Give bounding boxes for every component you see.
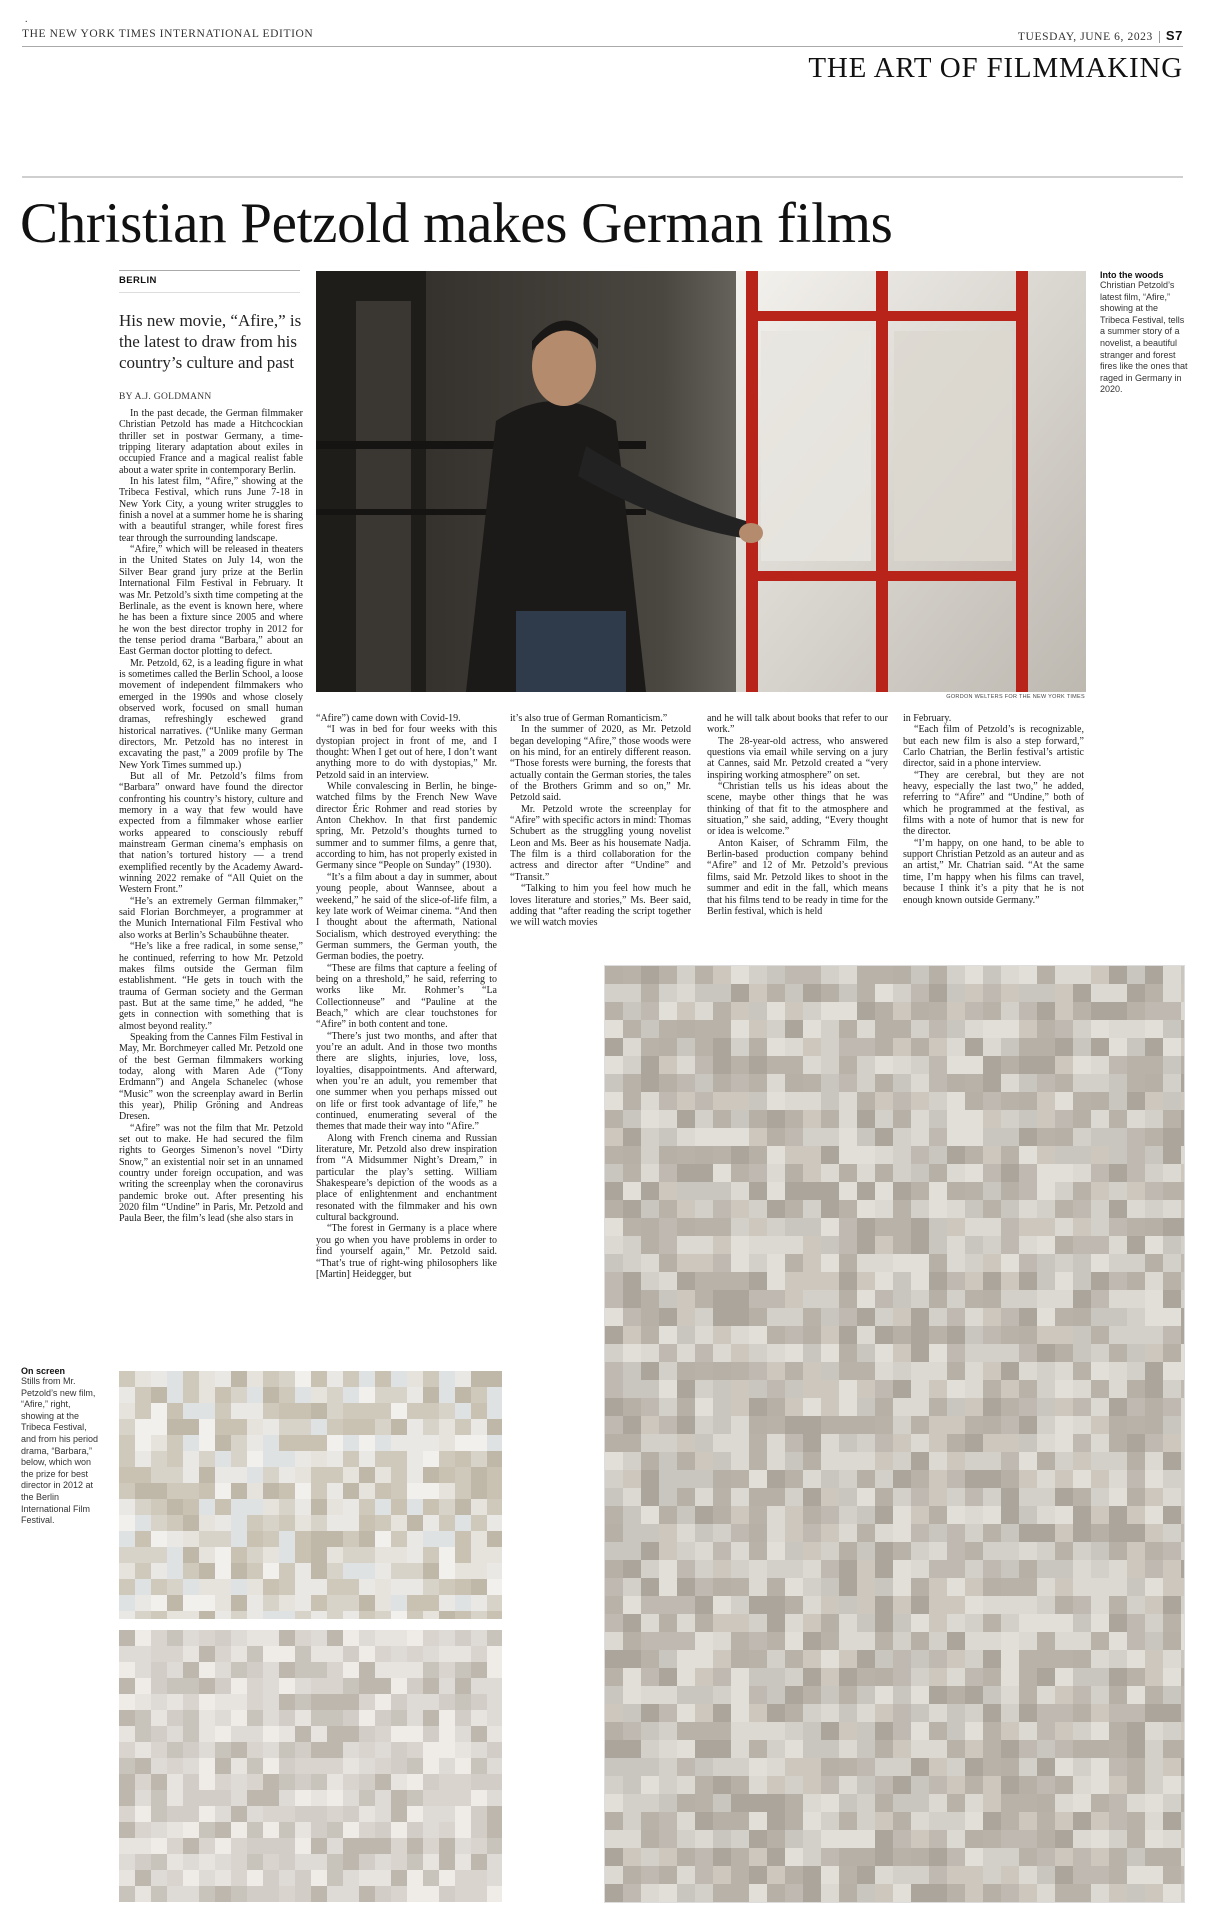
page-number: S7 [1165, 28, 1183, 43]
article-paragraph: Speaking from the Cannes Film Festival in May, Mr. Borchmeyer called Mr. Petzold one of the best German filmmakers working today, along with Maren Ade (“Tony Erdmann”) and Angela Schanelec (whose “Music” won the screenplay award in Berlin this year), Philip Gröning and Andreas Dresen. [119, 1031, 303, 1123]
dateline: BERLIN [119, 275, 157, 286]
article-paragraph: But all of Mr. Petzold’s films from “Barbara” onward have found the director confronting his country’s history, culture and memory in a way that few would have expected from a filmmaker whose earlier works appeared to consciously rebuff mainstream German cinema’s emphasis on that nation’s tortured history — a trend exemplified recently by the Academy Award-winning 2022 remake of “All Quiet on the Western Front.” [119, 771, 303, 896]
article-column-5 [903, 713, 1084, 978]
article-paragraph: “Talking to him you feel how much he loves literature and stories,” Ms. Beer said, adding that “after reading the script together we will watch movies [510, 883, 691, 929]
section-title: THE ART OF FILMMAKING [808, 52, 1183, 84]
article-paragraph: “He’s like a free radical, in some sense,” he continued, referring to how Mr. Petzold makes films outside the German film establishment. “He gets in touch with the trauma of German society and the German past. But at the same time,” he added, “he gets in connection with something that is almost beyond reality.” [119, 941, 303, 1032]
headline: Christian Petzold makes German films [20, 192, 893, 255]
dateline-rule-bottom [119, 292, 300, 293]
article-paragraph: “There’s just two months, and after that you’re an adult. And in those two months there are slights, injuries, love, loss, loyalties, disappointments. And afterward, when you’re an adult, you remember that one summer when you perhaps missed out on life or first took advantage of life,” he continued, enumerating several of the themes that made their way into “Afire.” [316, 1030, 497, 1133]
article-paragraph: Along with French cinema and Russian literature, Mr. Petzold also drew inspiration from “A Midsummer Night’s Dream,” in particular the play’s setting. William Shakespeare’s depiction of the woods as a place of enlightenment and enchantment resonated with the filmmaker and his own cultural background. [316, 1132, 497, 1224]
article-paragraph: “Afire,” which will be released in theaters in the United States on July 14, won the Silver Bear grand jury prize at the Berlin International Film Festival in February. It was Mr. Petzold’s sixth time competing at the Berlinale, as the event is known here, where he has been a fixture since 2005 and where he won the best director trophy in 2012 for the tense period drama “Barbara,” about an East German doctor plotting to defect. [119, 544, 303, 658]
masthead-mark: . [25, 14, 28, 25]
byline: BY A.J. GOLDMANN [119, 392, 212, 402]
photo-credit: GORDON WELTERS FOR THE NEW YORK TIMES [946, 694, 1085, 700]
article-paragraph: “I’m happy, on one hand, to be able to support Christian Petzold as an auteur and as an artist,” Mr. Chatrian said. “At the same time, I’m happy when his films can travel, because I think it’s a pity that he is not enough known outside Germany.” [903, 837, 1084, 906]
article-paragraph: it’s also true of German Romanticism.” [510, 713, 668, 724]
stills-caption-title: On screen [21, 1366, 66, 1376]
article-paragraph: In his latest film, “Afire,” showing at the Tribeca Festival, which runs June 7-18 in New York City, a young writer struggles to finish a novel at a summer home he is sharing with a beautiful stranger, while forest fires tear through the surrounding landscape. [119, 476, 303, 544]
still3-pixels [605, 966, 1184, 1902]
film-still-afire [119, 1371, 502, 1619]
main-photo-caption [1100, 270, 1190, 396]
main-caption-text: Christian Petzold’s latest film, “Afire,” showing at the Tribeca Festival, tells a summer story of a novelist, a beautiful stranger and forest fires like the ones that raged in Germany in 2020. [1100, 280, 1188, 395]
article-paragraph: “These are films that capture a feeling of being on a threshold,” he said, referring to works like Mr. Rohmer’s “La Collectionneuse” and “Pauline at the Beach,” which are clear touchstones for “Afire” in both content and tone. [316, 962, 497, 1031]
article-paragraph: Mr. Petzold wrote the screenplay for “Afire” with specific actors in mind: Thomas Schubert as the struggling young novelist Leon and Ms. Beer as his housemate Nadja. The film is a third collaboration for the actress and director after “Undine” and “Transit.” [510, 803, 691, 883]
article-column-3 [510, 713, 691, 978]
main-caption-title: Into the woods [1100, 270, 1164, 280]
article-paragraph: While convalescing in Berlin, he binge-watched films by the French New Wave director Éric Rohmer and read stories by Anton Chekhov. In that first pandemic spring, Mr. Petzold’s thoughts turned to summer and to summer films, a genre that, according to him, has not properly existed in Germany since “People on Sunday” (1930). [316, 781, 497, 872]
edition-label: THE NEW YORK TIMES INTERNATIONAL EDITION [22, 28, 314, 40]
dateline-rule [119, 270, 300, 271]
article-paragraph: The 28-year-old actress, who answered questions via email while serving on a jury at Cannes, said Mr. Petzold created a “very inspiring working atmosphere” on set. [707, 735, 888, 781]
article-paragraph: “Afire” was not the film that Mr. Petzold set out to make. He had secured the film rights to Georges Simenon’s novel “Dirty Snow,” an existential noir set in an unnamed country under foreign occupation, and was writing the screenplay when the coronavirus pandemic broke out. After presenting his 2020 film “Undine” in Paris, Mr. Petzold and Paula Beer, the film’s lead (she also stars in [119, 1122, 303, 1225]
main-photo [316, 271, 1086, 692]
headline-rule [22, 176, 1183, 178]
article-paragraph: “I was in bed for four weeks with this dystopian project in front of me, and I thought: When I get out of here, I don’t want anything more to do with dystopias,” Mr. Petzold said in an interview. [316, 724, 497, 781]
article-paragraph: Mr. Petzold, 62, is a leading figure in what is sometimes called the Berlin School, a loose movement of independent filmmakers who emerged in the 1990s and whose closely observed work, focused on small human dramas, refreshingly eschewed grand historical narratives. (“Unlike many German directors, Mr. Petzold has no interest in excavating the past,” a 2009 profile by The New York Times summed up.) [119, 657, 303, 771]
dek: His new movie, “Afire,” is the latest to draw from his country’s culture and past [119, 311, 302, 372]
article-paragraph: and he will talk about books that refer to our work.” [707, 713, 888, 736]
article-paragraph: “Christian tells us his ideas about the scene, maybe other things that he was thinking of that fit to the atmosphere and situation,” she said, adding, “Every thought or idea is welcome.” [707, 781, 888, 838]
article-paragraph: “It’s a film about a day in summer, about young people, about Wannsee, about a weekend,” he said of the slice-of-life film, a key late work of Weimar cinema. “And then I thought about the aftermath, National Socialism, which destroyed everything: the German summers, the German youth, the German bodies, the poetry. [316, 871, 497, 963]
article-column-2 [316, 713, 497, 1353]
article-paragraph: In the past decade, the German filmmaker Christian Petzold has made a Hitchcockian thriller set in postwar Germany, a time-tripping literary adaptation about exiles in occupied France and a magical realist fable about a water sprite in contemporary Berlin. [119, 408, 303, 476]
portrait-photo-bookshelf [604, 965, 1185, 1903]
stills-caption-text: Stills from Mr. Petzold’s new film, “Afire,” right, showing at the Tribeca Festival, and from his period drama, “Barbara,” below, which won the prize for best director in 2012 at the Berlin International Film Festival. [21, 1376, 99, 1526]
article-paragraph: Anton Kaiser, of Schramm Film, the Berlin-based production company behind “Afire” and 12 of Mr. Petzold’s previous films, said Mr. Petzold likes to shoot in the summer and edit in the fall, which means that his films tend to be ready in time for the Berlin festival, which is held [707, 837, 888, 917]
still2-pixels [119, 1630, 502, 1902]
article-paragraph: “Afire”) came down with Covid-19. [316, 713, 461, 724]
masthead-right [1018, 28, 1183, 43]
masthead-divider [1159, 31, 1160, 43]
still1-pixels [119, 1371, 502, 1619]
article-paragraph: “They are cerebral, but they are not heavy, especially the last two,” he added, referring to “Afire” and “Undine,” both of which he programmed at the festival, as films with a note of humor that is new for the director. [903, 769, 1084, 838]
article-paragraph: “The forest in Germany is a place where you go when you have problems in order to find yourself again,” Mr. Petzold said. “That’s true of right-wing philosophers like [Martin] Heidegger, but [316, 1223, 497, 1280]
article-paragraph: “Each film of Petzold’s is recognizable, but each new film is also a step forward,” Carlo Chatrian, the Berlin festival’s artistic director, said in a phone interview. [903, 724, 1084, 770]
masthead-rule [22, 46, 1183, 47]
article-column-4 [707, 713, 888, 978]
film-still-barbara [119, 1630, 502, 1902]
stills-caption [21, 1366, 103, 1527]
main-photo-illustration [316, 271, 1086, 692]
article-paragraph: in February. [903, 713, 952, 724]
article-column-1 [119, 408, 303, 1368]
issue-date: TUESDAY, JUNE 6, 2023 [1017, 31, 1153, 43]
article-paragraph: In the summer of 2020, as Mr. Petzold began developing “Afire,” those woods were on his mind, for an entirely different reason. “Those forests were burning, the forests that actually contain the German stories, the tales of the Brothers Grimm and so on,” Mr. Petzold said. [510, 724, 691, 804]
article-paragraph: “He’s an extremely German filmmaker,” said Florian Borchmeyer, a programmer at the Munich International Film Festival who also works at Berlin’s Schaubühne theater. [119, 895, 303, 941]
